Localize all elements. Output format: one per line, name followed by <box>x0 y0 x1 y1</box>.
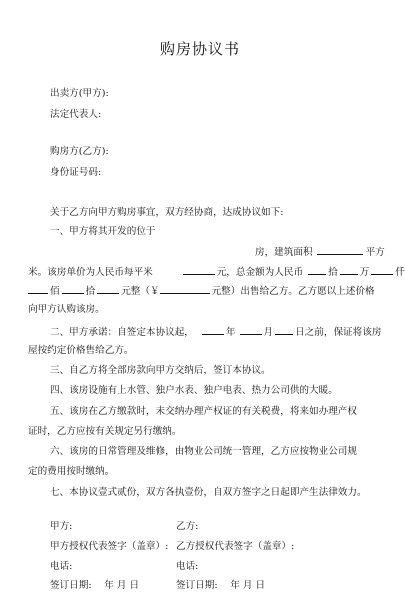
clause-1-shi2: 拾 <box>85 286 96 297</box>
clause-1-sale: 元整）出售给乙方。乙方愿以上述价格 <box>211 286 375 297</box>
party-b-rep-label: 乙方授权代表签字（盖章）: <box>176 541 295 552</box>
clause-1-wan: 万 <box>359 267 370 278</box>
seller-label: 出卖方(甲方): <box>50 88 109 99</box>
party-a-date-label: 签订日期: 年 月 日 <box>50 580 140 591</box>
clause-1-price-text: 米。该房单价为人民币每平米 <box>28 267 153 278</box>
clause-6-line-1: 六、该房的日常管理及维修，由物业公司统一管理，乙方应按物业公司规 <box>50 446 357 457</box>
year-blank <box>202 325 224 335</box>
clause-1-shi: 拾 <box>328 267 338 278</box>
party-a-label: 甲方: <box>50 521 73 532</box>
clause-1-qian: 仟 <box>395 267 405 278</box>
clause-2-line-1 <box>50 325 381 339</box>
clause-4: 四、该房设施有上水管、独户水表、独户电表、热力公司供的大暖。 <box>50 385 338 396</box>
clause-1-line-4 <box>28 284 375 298</box>
clause-1-total-text: 元，总金额为人民币 <box>216 267 304 278</box>
clause-2-month: 月 <box>263 327 274 338</box>
document-title: 购房协议书 <box>159 40 240 58</box>
day-blank <box>275 325 293 335</box>
party-b-label: 乙方: <box>176 521 199 532</box>
amount-blank-4 <box>28 284 48 294</box>
clause-1-unit-text: 平方 <box>365 247 385 258</box>
amount-blank-3 <box>371 265 393 275</box>
party-b-phone-label: 电话: <box>176 561 199 572</box>
clause-5-line-2: 证时，乙方应按有关规定另行缴纳。 <box>28 426 182 437</box>
month-blank <box>240 325 262 335</box>
clause-7: 七、本协议壹式贰份，双方各执壹份，自双方签字之日起即产生法律效力。 <box>50 487 367 498</box>
id-number-label: 身份证号码: <box>50 167 102 178</box>
clause-1-yuan: 元整（￥ <box>121 286 160 297</box>
unit-price-blank <box>183 265 215 275</box>
clause-1-room-text: 房，建筑面积 <box>255 247 313 258</box>
clause-2-line-2: 屋按约定价格售给乙方。 <box>28 345 134 356</box>
clause-1-line-1: 一、甲方将其开发的位于 <box>50 226 156 237</box>
party-a-rep-label: 甲方授权代表签字（盖章）: <box>50 541 169 552</box>
amount-blank-6 <box>97 284 119 294</box>
clause-1-line-5: 向甲方认购该房。 <box>28 304 105 315</box>
clause-6-line-2: 定的费用按时缴纳。 <box>28 466 115 477</box>
amount-blank-2 <box>340 265 358 275</box>
amount-blank-1 <box>308 265 326 275</box>
intro-text: 关于乙方向甲方购房事宜，双方经协商，达成协议如下: <box>50 207 284 218</box>
clause-5-line-1: 五、该房在乙方缴款时，未交纳办理产权证的有关税费，将来如办理产权 <box>50 406 357 417</box>
party-b-date-label: 签订日期: 年 月 日 <box>176 580 266 591</box>
amount-figure-blank <box>160 284 210 294</box>
clause-1-line-3 <box>28 265 405 279</box>
buyer-label: 购房方(乙方): <box>50 146 109 157</box>
clause-2-year: 年 <box>225 327 236 338</box>
legal-rep-label: 法定代表人: <box>50 109 102 120</box>
clause-2-text: 二、甲方承诺：自签定本协议起， <box>50 327 194 338</box>
clause-2-day: 日之前，保证将该房 <box>295 327 382 338</box>
clause-1-bai: 佰 <box>50 286 60 297</box>
amount-blank-5 <box>62 284 84 294</box>
clause-1-line-2 <box>255 245 385 259</box>
area-blank <box>317 245 363 255</box>
party-a-phone-label: 电话: <box>50 561 73 572</box>
clause-3: 三、自乙方将全部房款向甲方交纳后，签订本协议。 <box>50 365 271 376</box>
